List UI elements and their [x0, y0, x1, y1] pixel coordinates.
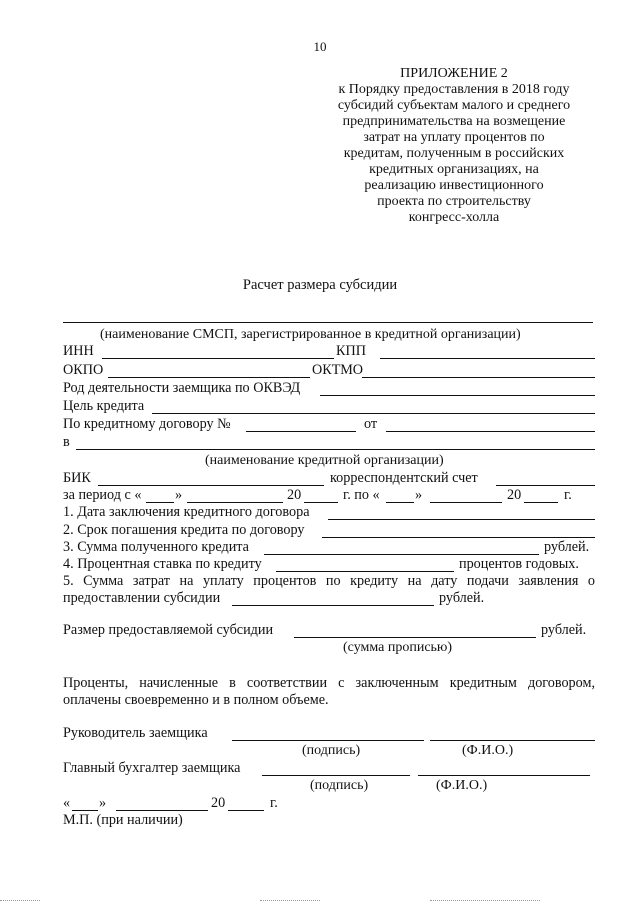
contract-from-label: от [364, 416, 378, 432]
item5-field[interactable] [232, 605, 434, 606]
appendix-line: ПРИЛОЖЕНИЕ 2 [400, 66, 508, 81]
item5-label: 5. Сумма затрат на уплату процентов по кредиту на дату подачи заявления о [63, 573, 595, 589]
bank-in-label: в [63, 434, 70, 450]
accountant-signature-caption: (подпись) [310, 778, 369, 793]
oktmo-label: ОКТМО [312, 362, 364, 378]
date-year-field[interactable] [228, 810, 264, 811]
date-year-prefix: 20 [211, 795, 226, 811]
subsidy-unit: рублей. [541, 622, 587, 638]
okpo-label: ОКПО [63, 362, 104, 378]
subsidy-amount-field[interactable] [294, 637, 536, 638]
period-from-year-field[interactable] [304, 502, 338, 503]
document-title: Расчет размера субсидии [242, 277, 398, 293]
item1-label: 1. Дата заключения кредитного договора [63, 504, 310, 520]
okved-label: Род деятельности заемщика по ОКВЭД [63, 380, 301, 396]
period-from-label: за период с « [63, 487, 142, 503]
period-quote: » [415, 487, 423, 503]
bank-name-field[interactable] [76, 449, 595, 450]
item2-label: 2. Срок погашения кредита по договору [63, 522, 305, 538]
item4-label: 4. Процентная ставка по кредиту [63, 556, 262, 572]
item5-unit: рублей. [439, 590, 485, 606]
appendix-line: предпринимательства на возмещение [342, 114, 566, 129]
period-to-year-field[interactable] [524, 502, 558, 503]
head-label: Руководитель заемщика [63, 725, 208, 741]
contract-label: По кредитному договору № [63, 416, 231, 432]
head-fio-field[interactable] [430, 740, 595, 741]
appendix-line: проекта по строительству [377, 194, 531, 209]
appendix-header [314, 66, 594, 226]
okpo-field[interactable] [108, 377, 310, 378]
appendix-line: кредитам, полученным в российских [343, 146, 565, 161]
statement-line: Проценты, начисленные в соответствии с заключенным кредитным договором, [63, 675, 595, 691]
inn-field[interactable] [102, 358, 334, 359]
inn-label: ИНН [63, 343, 94, 359]
item1-field[interactable] [328, 519, 595, 520]
subsidy-caption: (сумма прописью) [343, 640, 453, 655]
head-signature-field[interactable] [232, 740, 424, 741]
item4-unit: процентов годовых. [459, 556, 579, 572]
date-open-quote: « [63, 795, 71, 811]
appendix-line: затрат на уплату процентов по [363, 130, 545, 145]
item4-field[interactable] [276, 571, 454, 572]
okved-field[interactable] [320, 395, 595, 396]
contract-number-field[interactable] [246, 431, 356, 432]
head-signature-caption: (подпись) [302, 743, 361, 758]
contract-date-field[interactable] [386, 431, 595, 432]
item2-field[interactable] [322, 537, 595, 538]
kpp-label: КПП [336, 343, 366, 359]
appendix-line: кредитных организациях, на [369, 162, 539, 177]
smsp-name-field[interactable] [63, 322, 593, 323]
kpp-field[interactable] [380, 358, 595, 359]
accountant-fio-caption: (Ф.И.О.) [436, 778, 488, 793]
subsidy-label: Размер предоставляемой субсидии [63, 622, 274, 638]
accountant-label: Главный бухгалтер заемщика [63, 760, 241, 776]
appendix-line: конгресс-холла [408, 210, 500, 225]
period-quote: » [175, 487, 183, 503]
item3-unit: рублей. [544, 539, 590, 555]
head-fio-caption: (Ф.И.О.) [462, 743, 514, 758]
date-year-suffix: г. [270, 795, 278, 811]
bik-label: БИК [63, 470, 91, 486]
scan-artifact [260, 900, 320, 901]
period-to-month-field[interactable] [430, 502, 502, 503]
scan-artifact [430, 900, 540, 901]
appendix-line: реализацию инвестиционного [364, 178, 544, 193]
stamp-label: М.П. (при наличии) [63, 812, 183, 828]
item3-field[interactable] [264, 554, 539, 555]
bank-caption: (наименование кредитной организации) [205, 453, 444, 468]
corr-account-label: корреспондентский счет [330, 470, 478, 486]
bik-field[interactable] [98, 485, 324, 486]
goal-field[interactable] [152, 413, 595, 414]
page-number: 10 [313, 39, 327, 54]
item3-label: 3. Сумма полученного кредита [63, 539, 249, 555]
corr-account-field[interactable] [496, 485, 595, 486]
period-from-day-field[interactable] [146, 502, 174, 503]
scan-artifact [0, 900, 40, 901]
period-year-suffix: г. [564, 487, 572, 503]
date-month-field[interactable] [116, 810, 208, 811]
date-day-field[interactable] [72, 810, 98, 811]
date-close-quote: » [99, 795, 107, 811]
statement-line-cont: оплачены своевременно и в полном объеме. [63, 692, 329, 708]
period-to-label: г. по « [343, 487, 380, 503]
period-year-prefix: 20 [287, 487, 302, 503]
oktmo-field[interactable] [362, 377, 595, 378]
appendix-line: субсидий субъектам малого и среднего [337, 98, 571, 113]
item5-label-cont: предоставлении субсидии [63, 590, 221, 606]
period-to-day-field[interactable] [386, 502, 414, 503]
smsp-caption: (наименование СМСП, зарегистрированное в кредитной организации) [100, 327, 521, 342]
accountant-fio-field[interactable] [418, 775, 590, 776]
goal-label: Цель кредита [63, 398, 145, 414]
accountant-signature-field[interactable] [262, 775, 410, 776]
appendix-line: к Порядку предоставления в 2018 году [338, 82, 570, 97]
period-from-month-field[interactable] [187, 502, 283, 503]
period-year-prefix: 20 [507, 487, 522, 503]
